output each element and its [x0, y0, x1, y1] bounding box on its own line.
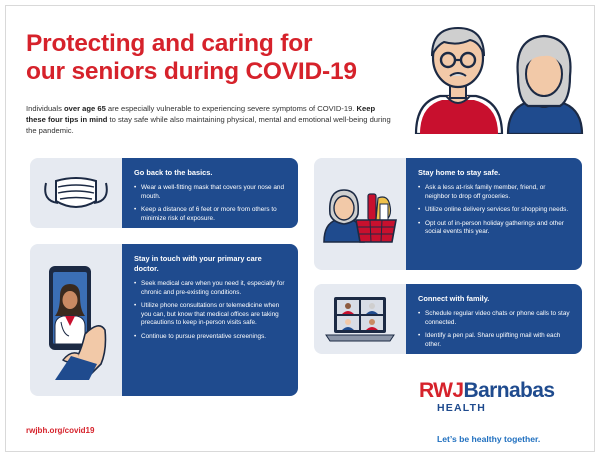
phone-doctor-icon — [41, 260, 111, 380]
video-chat-laptop-icon — [324, 295, 396, 343]
list-item: • Identify a pen pal. Share uplifting mail with each other. — [418, 332, 572, 349]
list-item: • Ask a less at-risk family member, friend, or neighbor to drop off groceries. — [418, 184, 572, 201]
card-title: Connect with family. — [418, 294, 490, 303]
list-item: • Utilize online delivery services for shopping needs. — [418, 206, 572, 215]
rwjbarnabas-health-logo — [419, 380, 589, 414]
senior-man-icon — [416, 28, 502, 134]
card-list — [134, 184, 288, 223]
list-item: • Keep a distance of 6 feet or more from others to minimize risk of exposure. — [134, 206, 288, 223]
card-text-panel — [406, 158, 582, 270]
list-item: • Utilize phone consultations or telemedicine when you can, but know that medical offices are taking precautions to keep in-person visits safe. — [134, 302, 288, 328]
card-illustration — [30, 158, 122, 228]
card-illustration — [30, 244, 122, 396]
tagline: Let’s be healthy together. — [437, 434, 541, 444]
card-text-panel — [122, 158, 298, 228]
card-illustration — [314, 158, 406, 270]
logo-health: HEALTH — [437, 402, 487, 414]
intro-text-2: are especially vulnerable to experiencing severe symptoms of COVID-19. — [105, 104, 357, 113]
list-item: • Continue to pursue preventative screenings. — [134, 333, 288, 342]
website-link[interactable]: rwjbh.org/covid19 — [26, 426, 95, 435]
logo-barnabas: Barnabas — [463, 379, 555, 402]
list-item: • Seek medical care when you need it, especially for chronic and pre-existing conditions. — [134, 280, 288, 297]
intro-bold-2: Keep these four tips in mind — [26, 104, 376, 124]
card-back-to-basics — [30, 158, 298, 228]
intro-paragraph — [26, 103, 396, 136]
card-primary-care-doctor — [30, 244, 298, 396]
title-line-2: our seniors during COVID-19 — [26, 58, 357, 85]
title-line-1: Protecting and caring for — [26, 30, 313, 57]
card-text-panel — [406, 284, 582, 354]
card-title: Go back to the basics. — [134, 168, 213, 177]
list-item: • Wear a well-fitting mask that covers your nose and mouth. — [134, 184, 288, 201]
list-item: • Schedule regular video chats or phone calls to stay connected. — [418, 310, 572, 327]
list-item: • Opt out of in-person holiday gatherings and other social events this year. — [418, 220, 572, 237]
card-illustration — [314, 284, 406, 354]
intro-bold-1: over age 65 — [64, 104, 106, 113]
face-mask-icon — [44, 173, 108, 213]
page-title — [26, 30, 406, 86]
card-connect-family — [314, 284, 582, 354]
intro-text-3: to stay safe while also maintaining physical, mental and emotional well-being during the pandemic. — [26, 115, 391, 135]
card-stay-home — [314, 158, 582, 270]
senior-couple-illustration — [410, 16, 590, 134]
card-list — [134, 280, 288, 342]
card-text-panel — [122, 244, 298, 396]
card-list — [418, 310, 572, 349]
card-title: Stay in touch with your primary care doctor. — [134, 254, 262, 273]
logo-rwj: RWJ — [419, 379, 464, 402]
card-title: Stay home to stay safe. — [418, 168, 501, 177]
senior-woman-icon — [508, 36, 582, 134]
grocery-basket-icon — [322, 184, 398, 244]
card-list — [418, 184, 572, 237]
intro-text-1: Individuals — [26, 104, 64, 113]
flyer-page — [5, 5, 595, 452]
logo-wordmark — [419, 380, 589, 402]
